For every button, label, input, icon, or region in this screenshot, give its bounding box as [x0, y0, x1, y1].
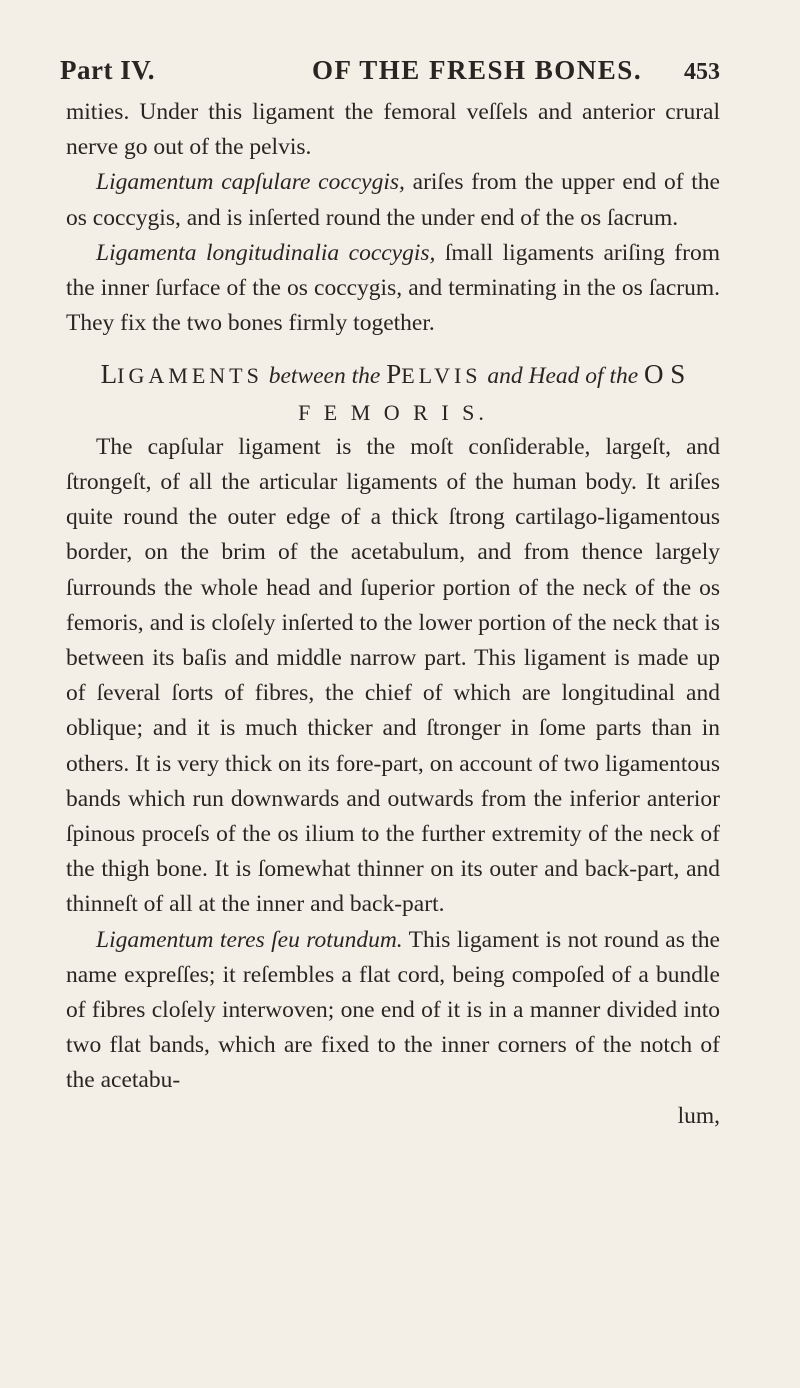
anatomical-term: Ligamentum capſulare coccygis,	[96, 169, 405, 196]
catchword	[66, 1099, 720, 1134]
paragraph-capsular-coccygis	[66, 165, 720, 235]
running-header	[60, 55, 720, 95]
chapter-title: OF THE FRESH BONES.	[312, 55, 643, 85]
paragraph-longitudinal-coccygis	[66, 236, 720, 342]
part-label: Part IV.	[60, 55, 155, 85]
paragraph-continuation	[66, 95, 720, 165]
catchword-text: lum,	[677, 1102, 720, 1129]
section-heading-line-1	[66, 357, 720, 394]
heading-smallcaps: IGAMENTS	[117, 363, 263, 389]
heading-italic: between the	[262, 363, 387, 390]
paragraph-text: ſmall ligaments ariſing from the inner ſurface of the os coccygis, and terminating in the os ſacrum. They fix the two bones firmly together.	[66, 239, 720, 337]
paragraph-text: The capſular ligament is the moſt conſiderable, largeſt, and ſtrongeſt, of all the articular ligaments of the human body. It ariſes quite round the outer edge of a thick ſtrong cartilago-ligamentous border, on the brim of the acetabulum, and from thence largely ſurrounds the whole head and ſuperior portion of the neck of the os femoris, and is cloſely inſerted to the lower portion of the neck that is between its baſis and middle narrow part. This ligament is made up of ſeveral ſorts of fibres, the chief of which are longitudinal and oblique; and it is much thicker and ſtronger in ſome parts than in others. It is very thick on its fore-part, on account of two ligamentous bands which run downwards and outwards from the inferior anterior ſpinous proceſs of the os ilium to the further extremity of the neck of the thigh bone. It is ſomewhat thinner on its outer and back-part, and thinneſt of all at the inner and back-part.	[66, 433, 720, 918]
heading-os: O S	[644, 359, 686, 390]
paragraph-text: mities. Under this ligament the femoral veſſels and anterior crural nerve go out of the pelvis.	[66, 99, 720, 161]
paragraph-text: ariſes from the upper end of the os coccygis, and is inſerted round the under end of the os ſacrum.	[66, 169, 720, 231]
body-text	[66, 95, 720, 1134]
section-heading	[66, 357, 720, 429]
page-number: 453	[684, 59, 720, 85]
heading-initial: L	[100, 359, 118, 390]
heading-italic: and Head of the	[481, 363, 645, 390]
anatomical-term: Ligamentum teres ſeu rotundum.	[96, 926, 403, 953]
anatomical-term: Ligamenta longitudinalia coccygis,	[96, 239, 436, 266]
heading-smallcaps: ELVIS	[401, 363, 482, 389]
paragraph-text: This ligament is not round as the name expreſſes; it reſembles a flat cord, being compoſed of a bundle of fibres cloſely interwoven; one end of it is in a manner divided into two flat bands, which are fixed to the inner corners of the notch of the acetabu-	[66, 926, 720, 1094]
heading-initial: P	[386, 359, 402, 390]
section-heading-line-2: F E M O R I S.	[298, 399, 488, 425]
paragraph-capsular-ligament	[66, 430, 720, 923]
paragraph-ligamentum-teres	[66, 923, 720, 1099]
